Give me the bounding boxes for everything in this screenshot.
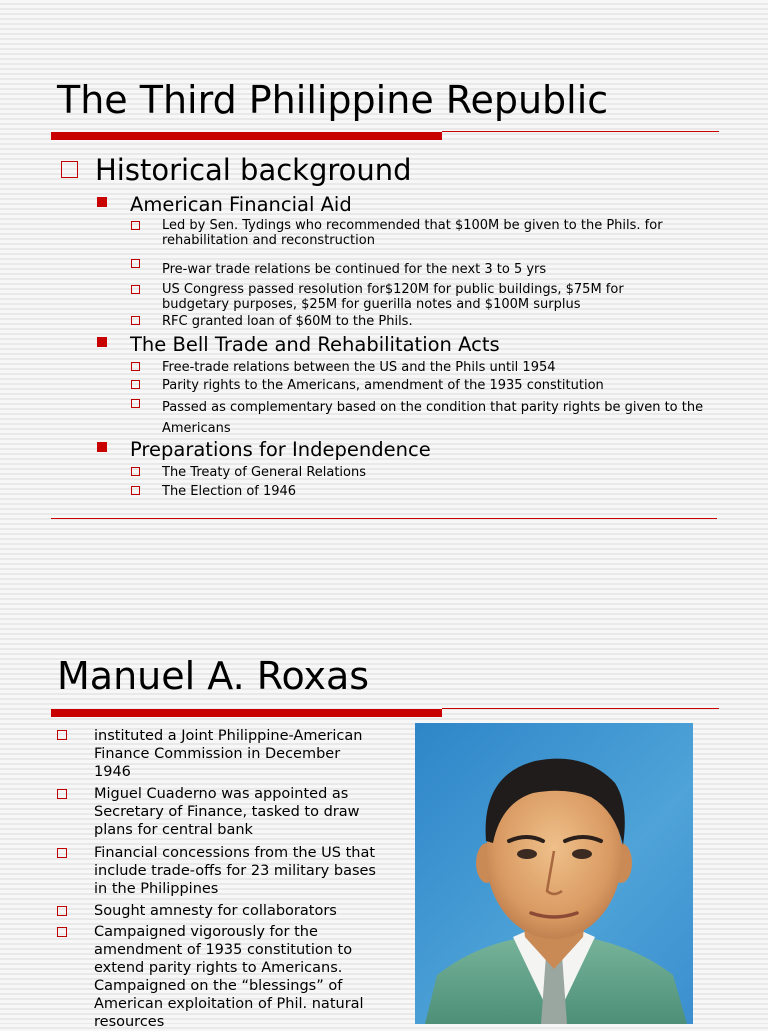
section-label: American Financial Aid (130, 193, 352, 216)
hollow-square-bullet-icon (131, 259, 140, 268)
list-item: Parity rights to the Americans, amendment of the 1935 constitution (162, 378, 604, 393)
hollow-square-bullet-icon (57, 730, 67, 740)
list-item: RFC granted loan of $60M to the Phils. (162, 314, 413, 329)
bottom-rule (51, 518, 717, 519)
hollow-square-bullet-icon (131, 467, 140, 476)
square-bullet-icon (97, 337, 107, 347)
hollow-square-bullet-icon (131, 362, 140, 371)
list-item: The Election of 1946 (162, 484, 297, 499)
hollow-square-bullet-icon (57, 906, 67, 916)
list-item: US Congress passed resolution for$120M for public buildings, $75M for budgetary purposes, $25M for guerilla notes and $100M surplus (162, 282, 624, 312)
hollow-square-bullet-icon (131, 399, 140, 408)
section-label: The Bell Trade and Rehabilitation Acts (130, 333, 500, 356)
section-label: Preparations for Independence (130, 438, 431, 461)
list-item: Free-trade relations between the US and the Phils until 1954 (162, 360, 556, 375)
square-bullet-icon (97, 197, 107, 207)
square-bullet-icon (97, 442, 107, 452)
hollow-square-bullet-icon (57, 848, 67, 858)
heading-historical-background: Historical background (95, 153, 412, 187)
hollow-square-bullet-icon (131, 221, 140, 230)
title-underline (51, 709, 442, 717)
hollow-square-bullet-icon (131, 380, 140, 389)
hollow-square-bullet-icon (131, 316, 140, 325)
list-item: instituted a Joint Philippine-American Finance Commission in December 1946 (94, 728, 363, 780)
list-item: Led by Sen. Tydings who recommended that $100M be given to the Phils. for rehabilitation and reconstruction (162, 218, 663, 248)
title-underline (51, 132, 442, 140)
hollow-square-bullet-icon (131, 285, 140, 294)
hollow-square-bullet-icon (61, 161, 78, 178)
slide-title: The Third Philippine Republic (57, 78, 609, 122)
hollow-square-bullet-icon (131, 486, 140, 495)
list-item: Passed as complementary based on the condition that parity rights be given to the Americans (162, 400, 704, 436)
slide-manuel-roxas (0, 600, 768, 1030)
list-item: Financial concessions from the US that include trade-offs for 23 military bases in the Philippines (94, 845, 376, 897)
slide-title: Manuel A. Roxas (57, 654, 370, 698)
title-rule (442, 131, 719, 132)
list-item: Sought amnesty for collaborators (94, 903, 337, 919)
hollow-square-bullet-icon (57, 927, 67, 937)
title-rule (442, 708, 719, 709)
list-item: Miguel Cuaderno was appointed as Secretary of Finance, tasked to draw plans for central bank (94, 786, 360, 838)
hollow-square-bullet-icon (57, 789, 67, 799)
list-item: Campaigned vigorously for the amendment of 1935 constitution to extend parity rights to Americans. Campaigned on the “blessings” of American exploitation of Phil. natural resources (94, 924, 364, 1030)
list-item: Pre-war trade relations be continued for the next 3 to 5 yrs (162, 262, 547, 277)
list-item: The Treaty of General Relations (162, 465, 367, 480)
portrait-image (415, 723, 693, 1024)
